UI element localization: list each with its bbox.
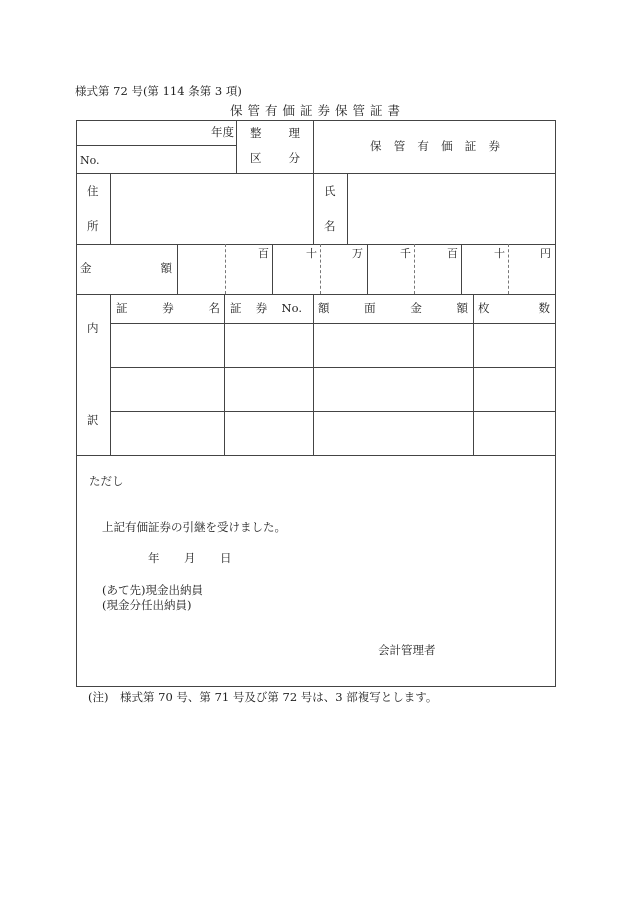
accountant-label: 会計管理者 (378, 643, 436, 657)
page-title: 保管有価証券保管証書 (230, 103, 406, 118)
unit-juu-1: 十 (306, 247, 317, 260)
name-label-2: 名 (324, 219, 336, 233)
unit-sen: 千 (400, 247, 411, 260)
unit-hyaku-1: 百 (258, 247, 269, 260)
form-number: 様式第 72 号(第 114 条第 3 項) (75, 84, 242, 98)
footnote: (注) 様式第 70 号、第 71 号及び第 72 号は、3 部複写とします。 (88, 690, 438, 704)
no-label: No. (80, 154, 100, 167)
address-label-2: 所 (87, 219, 99, 233)
col-security-no: 証 券 No. (230, 301, 302, 315)
received-statement: 上記有価証券の引継を受けました。 (102, 520, 286, 534)
kubun-label: 区 分 (250, 151, 300, 165)
col-security-name: 証 券 名 (116, 301, 220, 315)
col-face-value: 額 面 金 額 (318, 301, 468, 315)
address-label-1: 住 (87, 184, 99, 198)
date-month: 月 (184, 551, 196, 565)
year-label: 年度 (211, 125, 234, 139)
hokan-yuka-shoken-label: 保 管 有 価 証 券 (370, 139, 500, 153)
name-label-1: 氏 (324, 184, 336, 198)
addressee-alt: (現金分任出納員) (102, 598, 192, 612)
amount-label: 金 額 (80, 261, 172, 275)
seiri-label: 整 理 (250, 126, 300, 140)
tadashi-label: ただし (89, 474, 124, 488)
unit-juu-2: 十 (494, 247, 505, 260)
breakdown-label-2: 訳 (87, 413, 99, 427)
col-count: 枚 数 (478, 301, 550, 315)
unit-yen: 円 (540, 247, 551, 260)
unit-hyaku-2: 百 (447, 247, 458, 260)
breakdown-label-1: 内 (87, 321, 99, 335)
date-year: 年 (148, 551, 160, 565)
date-day: 日 (220, 551, 232, 565)
addressee: (あて先)現金出納員 (102, 583, 203, 597)
unit-man: 万 (352, 247, 363, 260)
